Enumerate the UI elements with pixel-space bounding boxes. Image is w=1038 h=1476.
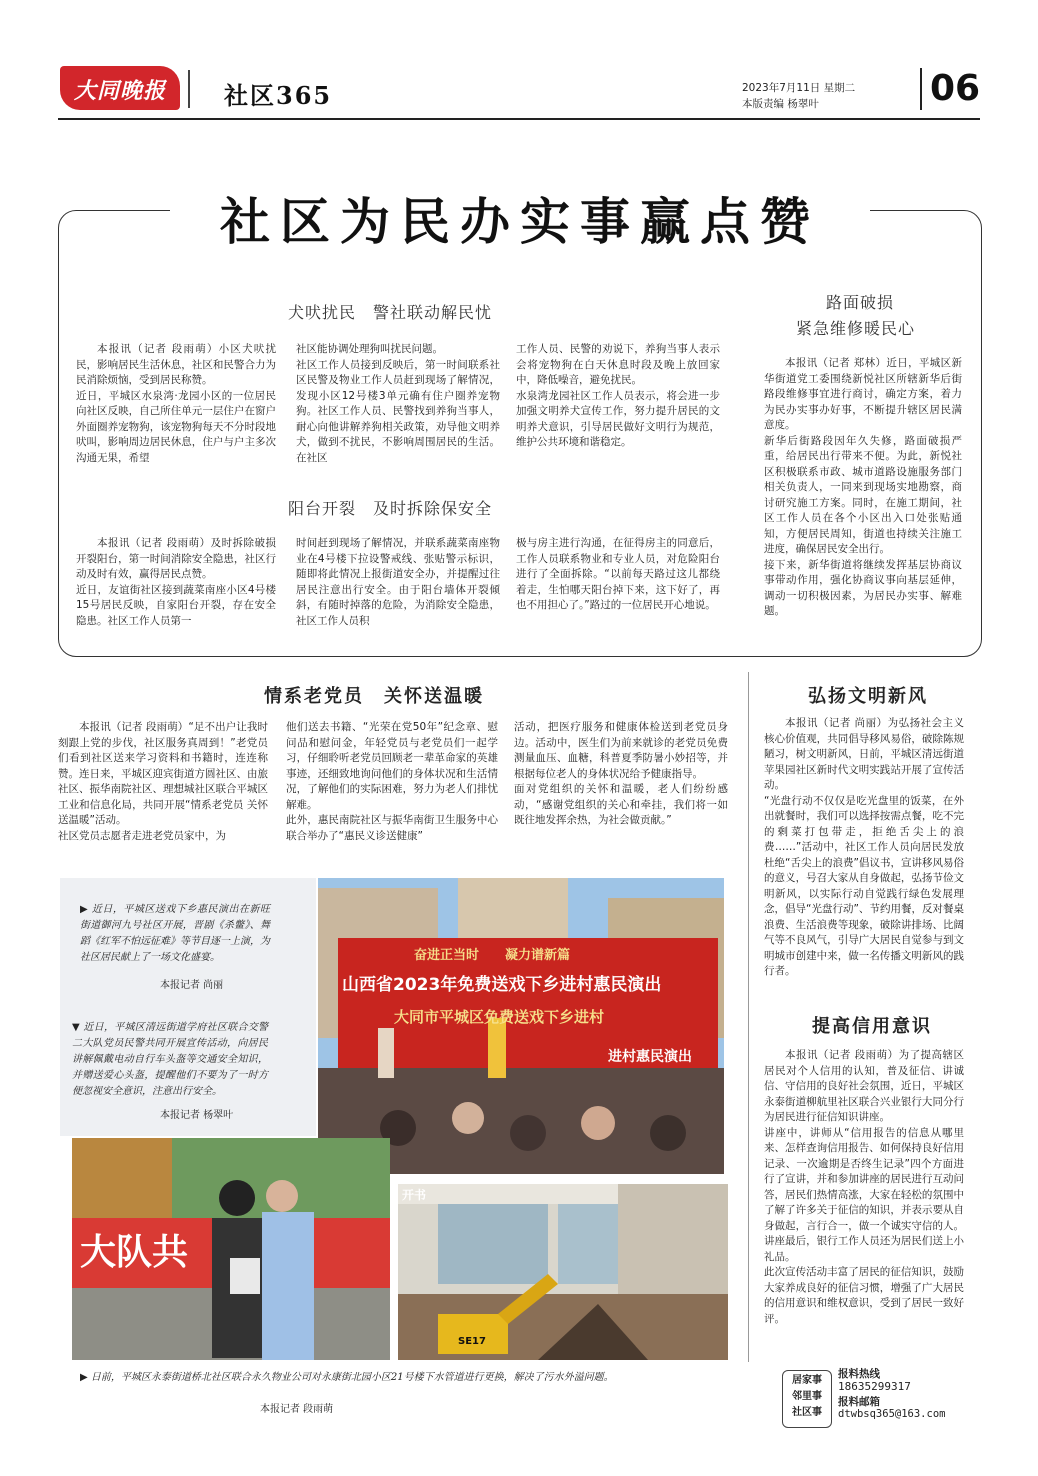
article-dog-col3: 工作人员、民警的劝说下，养狗当事人表示会将宠物狗在白天休息时段及晚上放回家中，降低噪音，避免扰民。 水泉湾龙园社区工作人员表示，将会进一步加强文明养犬宣传工作，努力提升居民的文明养犬意识，引导居民做好文明行为规范，维护公共环境和谐稳定。 (516, 343, 720, 448)
masthead (0, 0, 1038, 125)
article-balcony-col1: 本报讯（记者 段雨萌）及时拆除破损开裂阳台，第一时间消除安全隐患，社区行动及时有效，赢得居民点赞。 近日，友谊街社区接到蔬菜南座小区4号楼15号居民反映，自家阳台开裂，存在安全隐患。社区工作人员第一 (76, 537, 276, 627)
article-credit-body: 本报讯（记者 段雨萌）为了提高辖区居民对个人信用的认知，普及征信、讲诚信、守信用的良好社会氛围，近日，平城区永泰街道柳航里社区联合兴业银行大同分行为居民进行征信知识讲座。 讲座中，讲师从“信用报告的信息从哪里来、怎样查询信用报告、如何保持良好信用记录、一次逾期是否终生记录”四个方面进行了宣讲，并和参加讲座的居民进行互动问答，居民们热情高涨，大家在轻松的氛围中了解了许多关于征信的知识，并表示要从自身做起，言行合一，做一个诚实守信的人。讲座最后，银行工作人员还为居民们送上小礼品。 此次宣传活动丰富了居民的征信知识，鼓励大家养成良好的征信习惯，增强了广大居民的信用意识和维权意识，受到了居民一致好评。 (764, 1049, 964, 1325)
article-balcony-col2: 时间赶到现场了解情况，并联系蔬菜南座物业在4号楼下拉设警戒线、张贴警示标识，随即将此情况上报街道安全办，并提醒过往居民注意出行安全。由于阳台墙体开裂倾斜，有随时掉落的危险，为消除安全隐患，社区工作人员积 (296, 537, 500, 627)
article-party-title: 情系老党员 关怀送温暖 (264, 686, 484, 707)
article-dog-col2: 社区能协调处理狗叫扰民问题。 社区工作人员接到反映后，第一时间联系社区民警及物业工作人员赶到现场了解情况，发现小区12号楼3单元确有住户圈养宠物狗。社区工作人员、民警找到养狗当事人，耐心向他讲解养狗相关政策，劝导他文明养犬，做到不扰民，不影响周围居民的生活。在社区 (296, 343, 500, 464)
banner-top-text: 奋进正当时 凝力谱新篇 (414, 948, 571, 963)
stamp-line-1: 居家事 (792, 1375, 822, 1386)
article-civil-body: 本报讯（记者 尚丽）为弘扬社会主义核心价值观，共同倡导移风易俗，破除陈规陋习，树文明新风，日前，平城区清远街道苹果园社区新时代文明实践站开展了宣传活动。 “光盘行动不仅仅是吃光盘里的饭菜，在外出就餐时，我们可以选择按需点餐，吃不完的剩菜打包带走，拒绝舌尖上的浪费……”活动中，社区工作人员向居民发放杜绝“舌尖上的浪费”倡议书，宣讲移风易俗的意义，号召大家从自身做起，弘扬节俭文明新风，以实际行动自觉践行绿色发展理念，倡导“光盘行动”、节约用餐，反对餐桌浪费、生活浪费等现象，破除讲排场、比阔气等不良风气，引导广大居民自觉参与到文明城市创建中来，做一名传播文明新风的践行者。 (764, 717, 964, 977)
banner-sub-text: 大同市平城区免费送戏下乡进村 (394, 1008, 605, 1026)
caption-opera-credit: 本报记者 尚丽 (160, 980, 224, 991)
stamp-line-2: 邻里事 (792, 1391, 822, 1402)
caption-police-credit: 本报记者 杨翠叶 (160, 1110, 234, 1121)
caption-police: ▼ 近日，平城区清远街道学府社区联合交警二大队党员民警共同开展宣传活动，向居民讲解佩戴电动自行车头盔等交通安全知识，并赠送爱心头盔，提醒他们不要为了一时方便忽视安全意识，注意出行安全。 (72, 1022, 268, 1097)
hotline-email: dtwbsq365@163.com (838, 1408, 946, 1420)
photo-excavator (398, 1184, 728, 1360)
hotline-phone: 18635299317 (838, 1380, 911, 1393)
page-headline: 社区为民办实事赢点赞 (220, 192, 820, 251)
page-number-divider (920, 68, 922, 110)
hotline-email-label: 报料邮箱 (838, 1396, 880, 1408)
caption-opera: ▶ 近日，平城区送戏下乡惠民演出在新旺街道御河九号社区开展，晋剧《杀鳖》、舞蹈《红军不怕远征难》等节目逐一上演，为社区居民献上了一场文化盛宴。 (80, 904, 270, 963)
banner-main-text: 山西省2023年免费送戏下乡进村惠民演出 (342, 975, 662, 995)
article-dog-col1: 本报讯（记者 段雨萌）小区犬吠扰民，影响居民生活休息，社区和民警合力为民消除烦恼，受到居民称赞。 近日，平城区水泉湾·龙园小区的一位居民向社区反映，自己所住单元一层住户在窗户外面圈养宠物狗，该宠物狗每天不分时段地吠叫，影响周边居民休息，住户与户主多次沟通无果，希望 (76, 343, 276, 464)
article-road-title2: 紧急维修暖民心 (796, 319, 916, 338)
photo-police (72, 1138, 390, 1360)
hotline-phone-label: 报料热线 (838, 1368, 880, 1380)
article-party-col3: 活动，把医疗服务和健康体检送到老党员身边。活动中，医生们为前来就诊的老党员免费测量血压、血糖，科普夏季防暑小妙招等，并根据每位老人的身体状况给予健康指导。 面对党组织的关怀和温暖，老人们纷纷感动，“感谢党组织的关心和牵挂，我们将一如既往地发挥余热，为社会做贡献。” (514, 721, 728, 826)
section-title: 社区365 (224, 81, 333, 110)
article-dog-title: 犬吠扰民 警社联动解民忧 (288, 303, 493, 322)
logo-text: 大同晚报 (74, 78, 167, 104)
page-number: 06 (930, 68, 981, 109)
article-civil-title: 弘扬文明新风 (808, 686, 928, 707)
stamp-line-3: 社区事 (792, 1407, 822, 1418)
hotline-stamp (782, 1370, 832, 1428)
article-party-col1: 本报讯（记者 段雨萌）“足不出户让我时刻跟上党的步伐，社区服务真周到！”老党员们看到社区送来学习资料和书籍时，连连称赞。连日来，平城区迎宾街道方圆社区、由旅社区、振华南院社区、理想城社区联合平城区工业和信息化局，共同开展“情系老党员 关怀送温暖”活动。 社区党员志愿者走进老党员家中，为 (58, 721, 268, 842)
issue-date: 2023年7月11日 星期二 (742, 82, 856, 94)
article-credit-title: 提高信用意识 (812, 1016, 932, 1037)
article-road-body: 本报讯（记者 郑林）近日，平城区新华街道党工委围绕新悦社区所辖新华后街路段维修事宜进行商讨，确定方案，着力为民办实事办好事，不断提升辖区居民满意度。 新华后街路段因年久失修，路面破损严重，给居民出行带来不便。为此，新悦社区积极联系市政、城市道路设施服务部门相关负责人，一同来到现场实地勘察，商讨研究施工方案。同时，在施工期间，社区工作人员在各个小区出入口处张贴通知，方便居民周知，街道也持续关注施工进度，确保居民安全出行。 接下来，新华街道将继续发挥基层协商议事带动作用，强化协商议事向基层延伸，调动一切积极因素，为居民办实事、解难题。 (764, 357, 962, 617)
article-balcony-title: 阳台开裂 及时拆除保安全 (288, 499, 493, 518)
masthead-rule (58, 118, 980, 120)
shop-sign-text: 开书 (402, 1188, 427, 1202)
banner-right-text: 进村惠民演出 (608, 1049, 692, 1065)
masthead-divider (188, 70, 190, 108)
police-banner-text: 大队共 (80, 1232, 189, 1273)
caption-excavator: ▶ 日前，平城区永泰街道桥北社区联合永久物业公司对永康街北园小区21号楼下水管道进行更换，解决了污水外溢问题。 (80, 1372, 614, 1383)
page-editor: 本版责编 杨翠叶 (742, 98, 819, 110)
article-party-col2: 他们送去书籍、“光荣在党50年”纪念章、慰问品和慰问金，年轻党员与老党员们一起学习，仔细聆听老党员回顾老一辈革命家的英雄事迹，还细致地询问他们的身体状况和生活情况，了解他们的实际困难，努力为老人们排忧解难。 此外，惠民南院社区与振华南街卫生服务中心联合举办了“惠民义诊送健康” (286, 721, 498, 842)
caption-excavator-credit: 本报记者 段雨萌 (260, 1404, 334, 1415)
column-divider (748, 672, 749, 1362)
photo-excavator-scene (398, 1184, 728, 1360)
article-balcony-col3: 极与房主进行沟通，在征得房主的同意后，工作人员联系物业和专业人员，对危险阳台进行了全面拆除。“以前每天路过这儿都绕着走，生怕哪天阳台掉下来，这下好了，再也不用担心了。”路过的一位居民开心地说。 (516, 537, 720, 611)
article-road-title1: 路面破损 (826, 293, 895, 312)
photo-opera (318, 878, 724, 1174)
excavator-label: SE17 (458, 1336, 486, 1347)
